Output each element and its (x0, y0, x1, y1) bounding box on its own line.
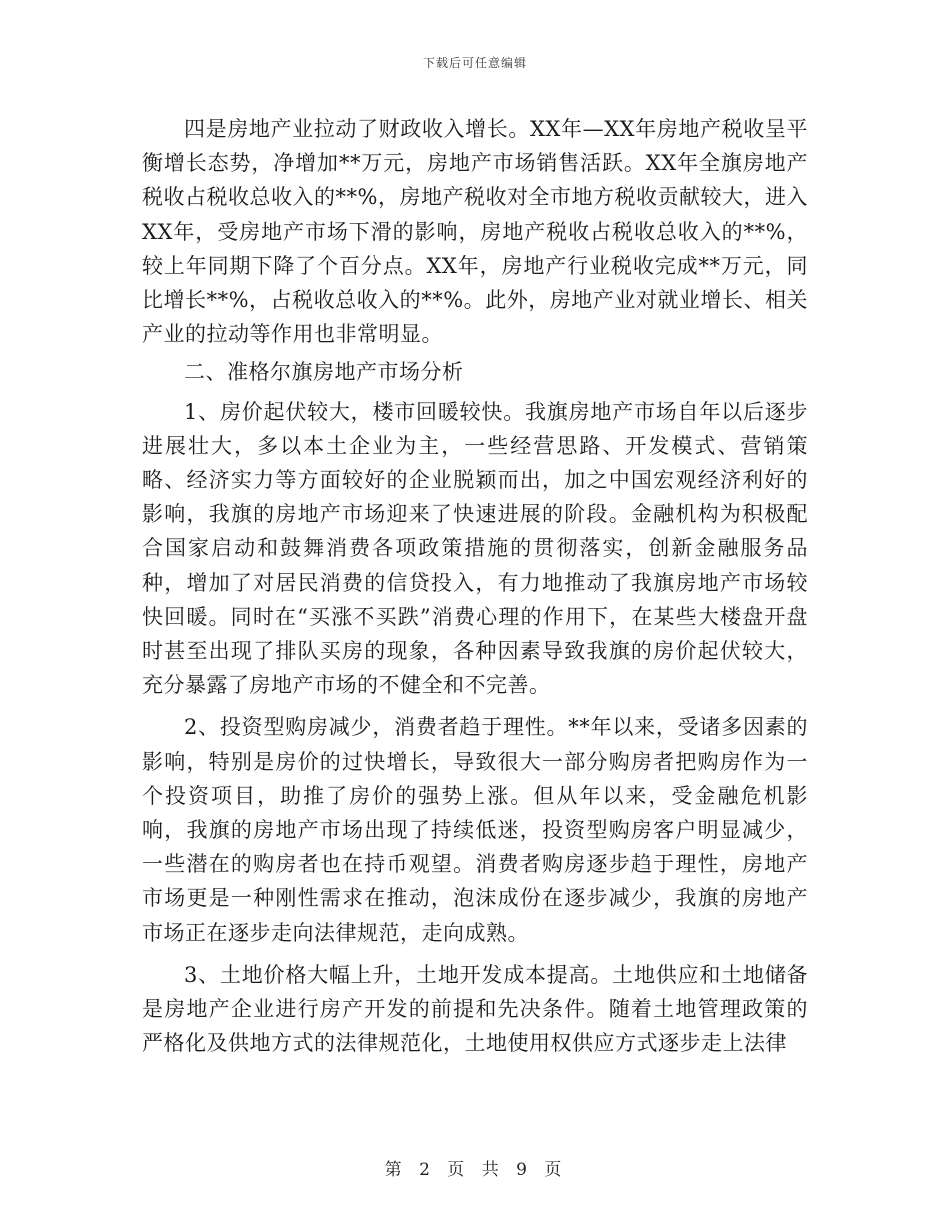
section-heading-market-analysis: 二、准格尔旗房地产市场分析 (184, 360, 464, 385)
page-number-footer: 第 2 页 共 9 页 (384, 1160, 566, 1180)
paragraph-investment-demand: 2、投资型购房减少，消费者趋于理性。**年以来，受诸多因素的影响，特别是房价的过快增长，导致很大一部分购房者把购房作为一个投资项目，助推了房价的强势上涨。但从年以来，受金融危机影响，我旗的房地产市场出现了持续低迷，投资型购房客户明显减少，一些潜在的购房者也在持币观望。消费者购房逐步趋于理性，房地产市场更是一种刚性需求在推动，泡沫成份在逐步减少，我旗的房地产市场正在逐步走向法律规范，走向成熟。 (142, 715, 808, 945)
paragraph-price-fluctuation: 1、房价起伏较大，楼市回暖较快。我旗房地产市场自年以后逐步进展壮大，多以本土企业为主，一些经营思路、开发模式、营销策略、经济实力等方面较好的企业脱颖而出，加之中国宏观经济利好的影响，我旗的房地产市场迎来了快速进展的阶段。金融机构为积极配合国家启动和鼓舞消费各项政策措施的贯彻落实，创新金融服务品种，增加了对居民消费的信贷投入，有力地推动了我旗房地产市场较快回暖。同时在“买涨不买跌”消费心理的作用下，在某些大楼盘开盘时甚至出现了排队买房的现象，各种因素导致我旗的房价起伏较大，充分暴露了房地产市场的不健全和不完善。 (142, 399, 808, 698)
paragraph-fiscal-revenue: 四是房地产业拉动了财政收入增长。XX年—XX年房地产税收呈平衡增长态势，净增加**万元，房地产市场销售活跃。XX年全旗房地产税收占税收总收入的**%，房地产税收对全市地方税收贡献较大，进入XX年，受房地产市场下滑的影响，房地产税收占税收总收入的**%，较上年同期下降了个百分点。XX年，房地产行业税收完成**万元，同比增长**%，占税收总收入的**%。此外，房地产业对就业增长、相关产业的拉动等作用也非常明显。 (142, 117, 808, 347)
page-header-note: 下载后可任意编辑 (422, 56, 527, 70)
document-body (142, 112, 808, 1060)
paragraph-land-price: 3、土地价格大幅上升，土地开发成本提高。土地供应和土地储备是房地产企业进行房产开发的前提和先决条件。随着土地管理政策的严格化及供地方式的法律规范化，土地使用权供应方式逐步走上法律 (142, 962, 808, 1056)
